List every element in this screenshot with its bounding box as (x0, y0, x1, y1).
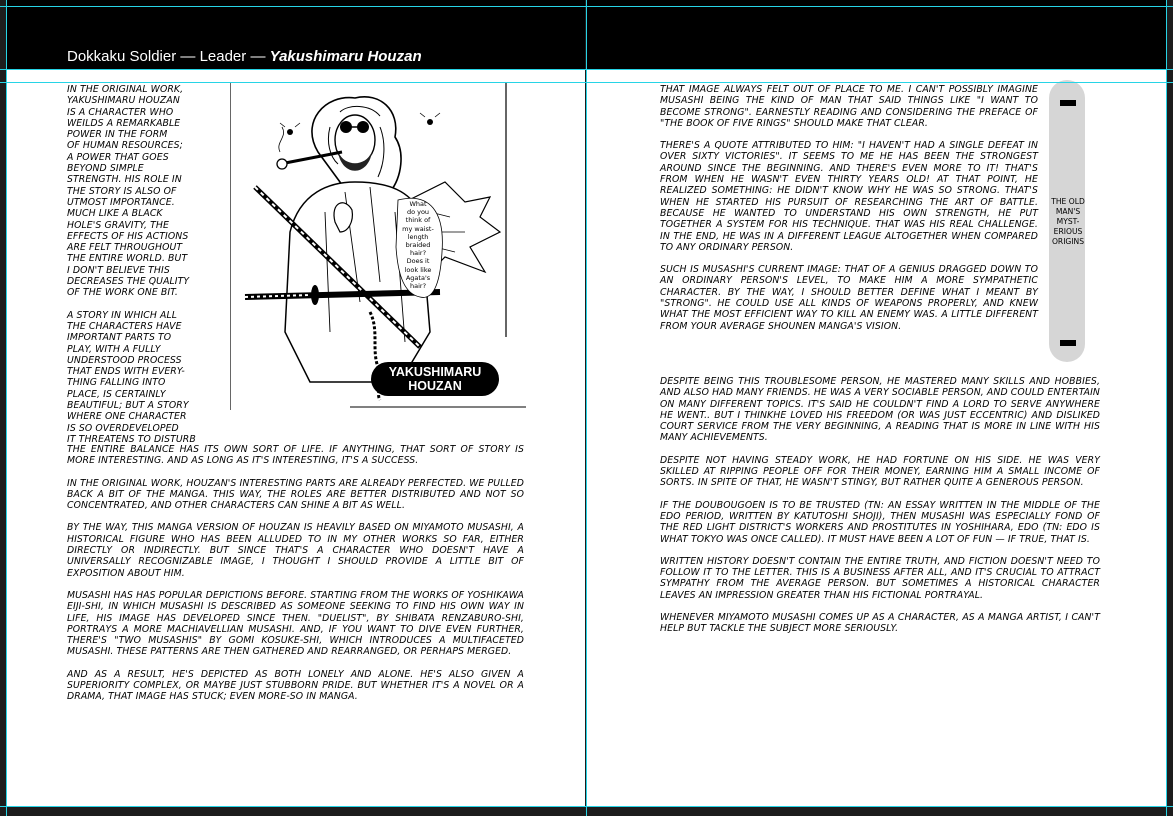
wrap-line: PLACE, IS CERTAINLY (67, 388, 166, 400)
wrap-line: THE ENTIRE WORLD. BUT (67, 253, 188, 265)
wrap-line: EFFECTS OF HIS ACTIONS (67, 230, 189, 242)
wrap-paragraph-2 (67, 310, 227, 446)
wrap-line: UTMOST IMPORTANCE. (67, 196, 175, 208)
wrap-line: WEILDS A REMARKABLE (67, 117, 181, 129)
wrap-line: ARE FELT THROUGHOUT (67, 242, 183, 254)
header-separator: — (180, 48, 196, 65)
paragraph: IF THE DOUBOUGOEN IS TO BE TRUSTED (TN: AN ESSAY WRITTEN IN THE MIDDLE OF THE EDO PERIOD, WRITTEN BY KATUTOSHI SHOJI), THEN MUSASHI WAS ESPECIALLY FOND OF THE RED LIGHT DISTRICT'S WORKERS AND PROSTITUTES IN YOSHIHARA, EDO (TN: EDO IS WHAT TOKYO WAS ONCE CALLED). IT MUST HAVE BEEN A LOT OF FUN — IF TRUE, THAT IS. (660, 499, 1100, 545)
wrap-paragraph-1 (67, 84, 227, 299)
paragraph: DESPITE BEING THIS TROUBLESOME PERSON, HE MASTERED MANY SKILLS AND HOBBIES, AND ALSO HAD MANY FRIENDS. HE WAS A VERY SOCIABLE PERSON, AND COULD ENTERTAIN ON MANY DIFFERENT TOPICS. IT'S SAID HE COULDN'T FIND A LORD TO SERVE ANYWHERE HE WENT.. BUT I THINKHE LOVED HIS FREEDOM (OR WAS JUST ECCENTRIC) AND DISLIKED COURT SERVICE FROM THE VERY BEGINNING, A READING THAT IS MORE IN LINE WITH HIS MANY ACHIEVEMENTS. (660, 376, 1100, 444)
header-separator: — (250, 48, 266, 65)
wrap-line: BEYOND SIMPLE (67, 163, 144, 175)
speech-bubble (396, 200, 440, 290)
paragraph: THE ENTIRE BALANCE HAS ITS OWN SORT OF LIFE. IF ANYTHING, THAT SORT OF STORY IS MORE INTERESTING. AND AS LONG AS IT'S INTERESTING, IT'S A SUCCESS. (67, 444, 524, 467)
speech-line: Does it (406, 257, 430, 266)
badge-line: HOUZAN (408, 379, 462, 393)
speech-line: Agata's (405, 273, 431, 282)
wrap-line: A STORY IN WHICH ALL (67, 309, 178, 321)
character-illustration (230, 82, 526, 410)
guide-line (0, 6, 1173, 7)
badge-line: YAKUSHIMARU (388, 365, 482, 379)
wrap-line: WHERE ONE CHARACTER (67, 411, 187, 423)
wrap-line: A POWER THAT GOES (67, 151, 169, 163)
wrap-line: IS SO OVERDEVELOPED (67, 422, 179, 434)
wrap-line: THAT ENDS WITH EVERY- (67, 366, 185, 378)
guide-line (1166, 0, 1167, 816)
right-body-text (660, 84, 1038, 343)
wrap-line: THE CHARACTERS HAVE (67, 320, 182, 332)
wrap-line: THE STORY IS ALSO OF (67, 185, 177, 197)
wrap-line: STRENGTH. HIS ROLE IN (67, 174, 182, 186)
sidebar-line: THE OLD (1051, 197, 1085, 206)
speech-line: my waist- (402, 224, 434, 233)
wrap-line: DECREASES THE QUALITY (67, 276, 190, 288)
right-body-text-lower (660, 376, 1100, 646)
speech-line: hair? (409, 249, 427, 258)
speech-line: braided (405, 241, 431, 250)
paragraph: WRITTEN HISTORY DOESN'T CONTAIN THE ENTIRE TRUTH, AND FICTION DOESN'T NEED TO FOLLOW IT TO THE LETTER. THIS IS A BUSINESS AFTER ALL, AND IT'S CRUCIAL TO ATTRACT SYMPATHY FROM THE AVERAGE PERSON. BUT SOMETIMES A HISTORICAL CHARACTER LEAVES AN IMPRESSION GREATER THAN HIS FICTIONAL PORTRAYAL. (660, 555, 1100, 601)
sidebar-line: ERIOUS (1053, 227, 1083, 236)
bracket-top (1060, 100, 1076, 106)
speech-line: do you (406, 208, 430, 217)
wrap-line: YAKUSHIMARU HOUZAN (67, 95, 180, 107)
guide-line (586, 0, 587, 816)
wrap-line: IN THE ORIGINAL WORK, (67, 84, 184, 95)
speech-line: look like (404, 265, 432, 274)
paragraph: MUSASHI HAS HAS POPULAR DEPICTIONS BEFORE. STARTING FROM THE WORKS OF YOSHIKAWA EIJI-SHI, IN WHICH MUSASHI IS DESCRIBED AS SOMEONE SEEKING TO FIND HIS OWN WAY IN LIFE, HIS IMAGE HAS DEVELOPED SINCE THEN. "DUELIST", BY SHIBATA RENZABURO-SHI, PORTRAYS A MORE MACHIAVELLIAN MUSASHI. AND, IF YOU WANT TO DIVE EVEN FURTHER, THERE'S "TWO MUSASHIS" BY GOMI KOSUKE-SHI, WHICH INTRODUCES A MULTIFACETED MUSASHI. THESE PATTERNS ARE THEN GATHERED AND REARRANGED, OR PERHAPS MERGED. (67, 589, 524, 658)
paragraph: THERE'S A QUOTE ATTRIBUTED TO HIM: "I HAVEN'T HAD A SINGLE DEFEAT IN OVER SIXTY VICTORIES". IT SEEMS TO ME HE HAS BEEN THE STRONGEST AROUND SINCE THE BEGINNING. AND THERE'S EVEN MORE TO IT! THAT'S FROM WHEN HE WASN'T EVEN THIRTY YEARS OLD! AT THAT POINT, HE REALIZED SOMETHING: HE DIDN'T KNOW WHY HE WAS SO STRONG. THAT'S WHEN HE STARTED HIS PURSUIT OF RESEARCHING THE ART OF BATTLE. BECAUSE HE WANTED TO UNDERSTAND HIS OWN STRENGTH, HE PUT TOGETHER A SYSTEM FOR HIS TECHNIQUE. THAT WAS HIS REAL CHALLENGE. IN THE END, HE WAS IN A DIFFERENT LEAGUE ALTOGETHER WHEN COMPARED TO ANY ORDINARY PERSON. (660, 140, 1038, 253)
header-section: Leader (199, 48, 247, 65)
wrap-line: IMPORTANT PARTS TO (67, 332, 172, 344)
header-character-name: Yakushimaru Houzan (269, 48, 422, 65)
page-header-title (67, 48, 422, 65)
paragraph: DESPITE NOT HAVING STEADY WORK, HE HAD FORTUNE ON HIS SIDE. HE WAS VERY SKILLED AT RIPPING PEOPLE OFF FOR THEIR MONEY, EARNING HIM A SMALL INCOME OF SORTS. IN SPITE OF THAT, HE WASN'T STINGY, BUT RATHER QUITE A GENEROUS PERSON. (660, 454, 1100, 489)
guide-line (0, 69, 1173, 70)
wrap-line: MUCH LIKE A BLACK (67, 208, 163, 220)
header-bar-right (587, 0, 1167, 69)
paragraph: BY THE WAY, THIS MANGA VERSION OF HOUZAN IS HEAVILY BASED ON MIYAMOTO MUSASHI, A HISTORICAL FIGURE WHO HAS BEEN ALLUDED TO IN MY OTHER WORKS SO FAR, EITHER DIRECTLY OR INDIRECTLY. BUT SINCE THAT'S A CHARACTER WHO DOESN'T HAVE A UNIVERSALLY RECOGNIZABLE IMAGE, I THOUGHT I SHOULD PROVIDE A LITTLE BIT OF EXPOSITION ABOUT HIM. (67, 522, 524, 579)
character-name-badge (371, 362, 499, 396)
paragraph: AND AS A RESULT, HE'S DEPICTED AS BOTH LONELY AND ALONE. HE'S ALSO GIVEN A SUPERIORITY COMPLEX, OR MAYBE JUST STUBBORN PRIDE. BUT WHETHER IT'S A NOVEL OR A DRAMA, THAT IMAGE HAS STUCK; EVEN MORE-SO IN MANGA. (67, 668, 524, 703)
wrap-line: IT THREATENS TO DISTURB (67, 433, 196, 445)
speech-line: hair? (409, 282, 427, 291)
paragraph: THAT IMAGE ALWAYS FELT OUT OF PLACE TO ME. I CAN'T POSSIBLY IMAGINE MUSASHI BEING THE KIND OF MAN THAT SAID THINGS LIKE "I WANT TO BECOME STRONG". EARNESTLY READING AND CONSIDERING THE PREFACE OF "THE BOOK OF FIVE RINGS" SHOULD MAKE THAT CLEAR. (660, 84, 1038, 129)
wrap-line: UNDERSTOOD PROCESS (67, 354, 182, 366)
guide-line (0, 806, 1173, 807)
paragraph: IN THE ORIGINAL WORK, HOUZAN'S INTERESTING PARTS ARE ALREADY PERFECTED. WE PULLED BACK A BIT OF THE MANGA. THIS WAY, THE ROLES ARE BETTER DISTRIBUTED AND NOT SO CONCENTRATED, AND OTHER CHARACTERS CAN SHINE A BIT AS WELL. (67, 477, 524, 512)
guide-line (6, 0, 7, 816)
speech-line: What (409, 200, 427, 208)
sidebar-line: ORIGINS (1051, 237, 1085, 246)
wrap-line: OF THE WORK ONE BIT. (67, 287, 178, 299)
speech-line: length (407, 232, 429, 241)
wrap-line: BEAUTIFUL; BUT A STORY (67, 400, 189, 412)
wrap-line: HOLE'S GRAVITY, THE (67, 219, 169, 231)
sidebar-line: MYST- (1056, 217, 1080, 226)
wrap-line: THING FALLING INTO (67, 377, 166, 389)
wrap-line: I DON'T BELIEVE THIS (67, 264, 170, 276)
guide-line (0, 82, 1173, 83)
header-series: Dokkaku Soldier (67, 48, 177, 65)
sidebar-label (1046, 197, 1090, 247)
left-body-text (67, 444, 524, 714)
sidebar-line: MAN'S (1055, 207, 1081, 216)
speech-line: think of (405, 216, 431, 225)
paragraph: WHENEVER MIYAMOTO MUSASHI COMES UP AS A CHARACTER, AS A MANGA ARTIST, I CAN'T HELP BUT TACKLE THE SUBJECT MORE SERIOUSLY. (660, 612, 1100, 635)
left-wrap-column (67, 84, 227, 445)
wrap-line: IS A CHARACTER WHO (67, 106, 174, 118)
wrap-line: OF HUMAN RESOURCES; (67, 140, 183, 152)
paragraph: SUCH IS MUSASHI'S CURRENT IMAGE: THAT OF A GENIUS DRAGGED DOWN TO AN ORDINARY PERSON'S LEVEL, TO MAKE HIM A MORE SYMPATHETIC CHARACTER. BY THE WAY, I SHOULD BETTER DEFINE WHAT I MEANT BY "STRONG". HE COULD USE ALL KINDS OF WEAPONS PROPERLY, AND KNEW WHAT THE MOST EFFICIENT WAY TO KILL AN ENEMY WAS. A LITTLE DIFFERENT FROM YOUR AVERAGE SHOUNEN MANGA'S VISION. (660, 264, 1038, 332)
bracket-bottom (1060, 340, 1076, 346)
wrap-line: POWER IN THE FORM (67, 129, 168, 141)
wrap-line: PLAY, WITH A FULLY (67, 343, 161, 355)
